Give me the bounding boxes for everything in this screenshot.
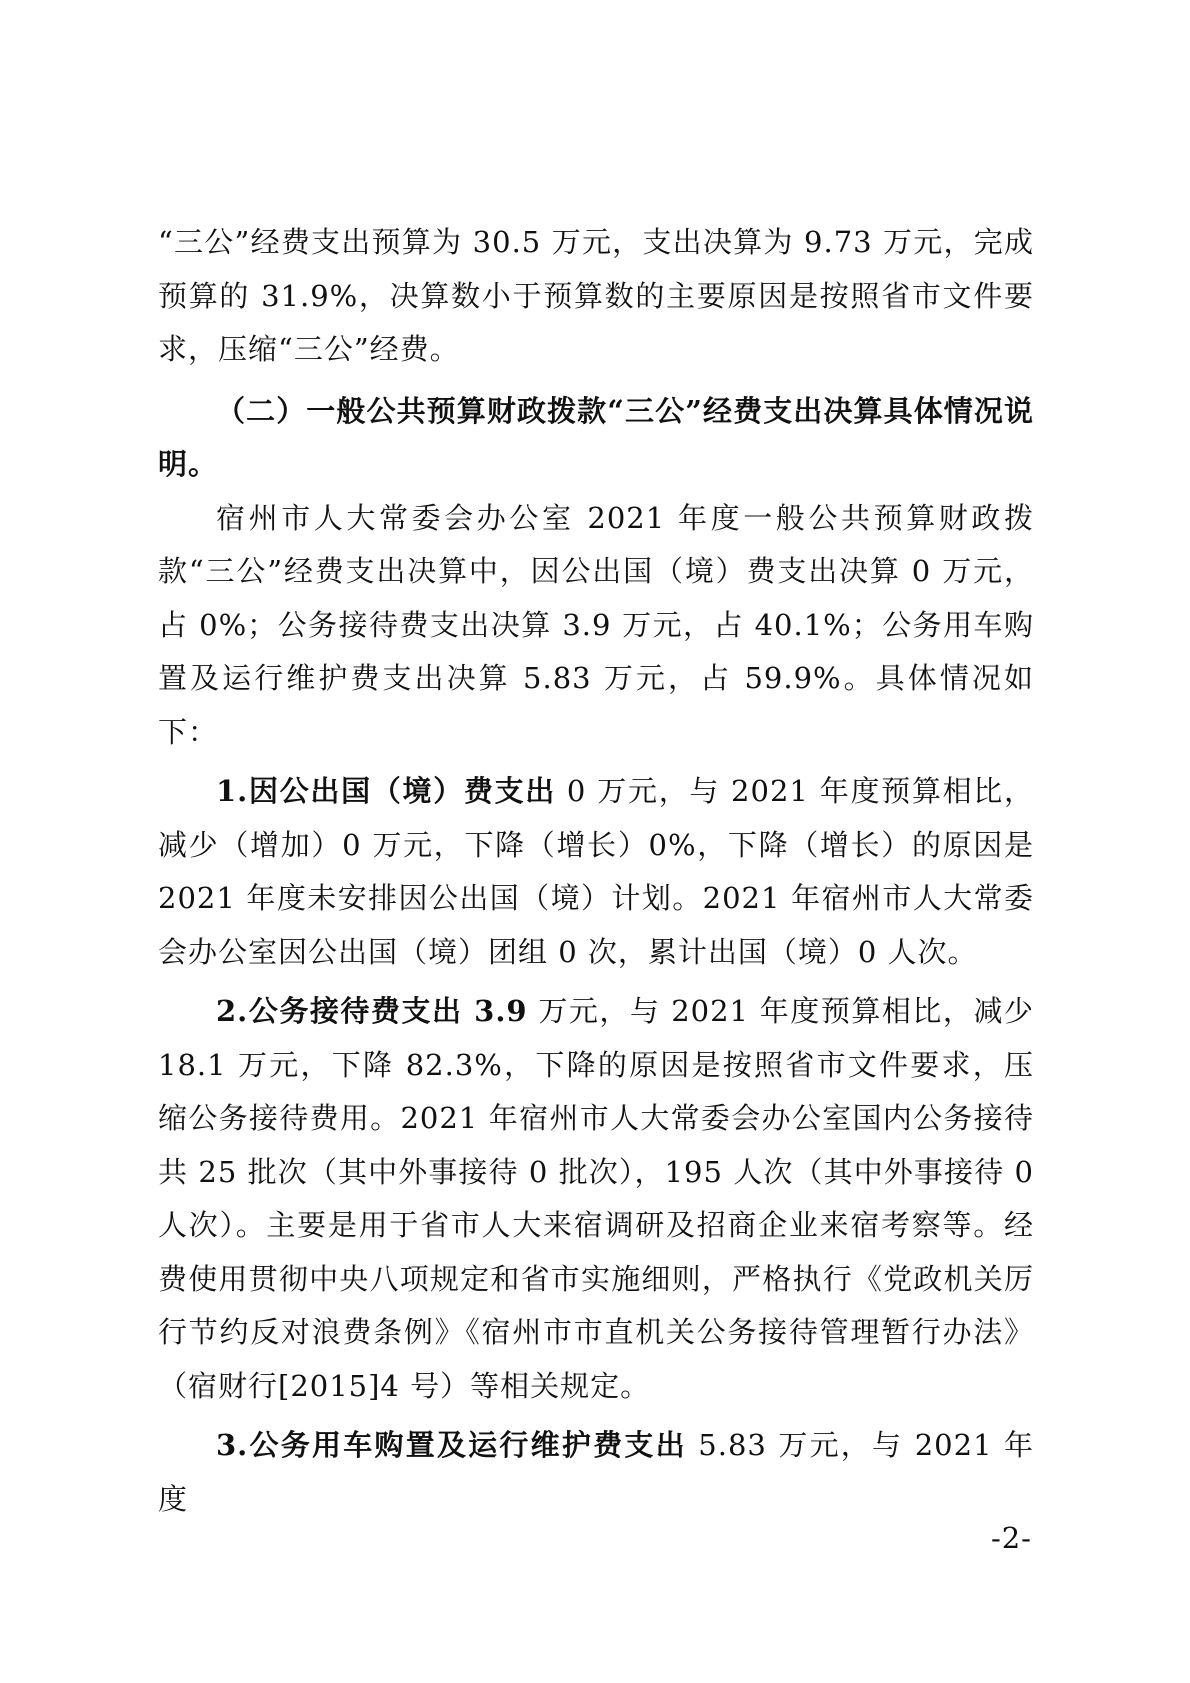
item-overseas-title: 1.因公出国（境）费支出: [216, 774, 557, 808]
paragraph-overview: 宿州市人大常委会办公室 2021 年度一般公共预算财政拨款“三公”经费支出决算中，因公出国（境）费支出决算 0 万元，占 0%；公务接待费支出决算 3.9 万元，占 40.1%；公务用车购置及运行维护费支出决算 5.83 万元，占 59.9%。具体情况如下：: [158, 500, 1034, 749]
section-heading: （二）一般公共预算财政拨款“三公”经费支出决算具体情况说明。: [158, 393, 1034, 481]
item-overseas-text: 0 万元，与 2021 年度预算相比，减少（增加）0 万元，下降（增长）0%，下降（增长）的原因是 2021 年度未安排因公出国（境）计划。2021 年宿州市人大常委会办公室因公出国（境）团组 0 次，累计出国（境）0 人次。: [158, 774, 1034, 969]
paragraph-budget-summary: “三公”经费支出预算为 30.5 万元，支出决算为 9.73 万元，完成预算的 31.9%，决算数小于预算数的主要原因是按照省市文件要求，压缩“三公”经费。: [158, 225, 1034, 366]
item-reception-text: 万元，与 2021 年度预算相比，减少 18.1 万元，下降 82.3%，下降的原因是按照省市文件要求，压缩公务接待费用。2021 年宿州市人大常委会办公室国内公务接待共 25 批次（其中外事接待 0 批次），195 人次（其中外事接待 0 人次）。主要是用于省市人大来宿调研及招商企业来宿考察等。经费使用贯彻中央八项规定和省市实施细则，严格执行《党政机关厉行节约反对浪费条例》《宿州市市直机关公务接待管理暂行办法》（宿财行[2015]4 号）等相关规定。: [158, 994, 1034, 1403]
document-body: [158, 216, 1034, 1526]
item-reception-title: 2.公务接待费支出 3.9: [216, 994, 528, 1028]
item-vehicle-title: 3.公务用车购置及运行维护费支出: [216, 1428, 687, 1462]
item-reception-expense: [158, 985, 1034, 1413]
item-overseas-expense: [158, 765, 1034, 979]
item-vehicle-expense: [158, 1419, 1034, 1526]
item-vehicle-text: 5.83 万元，与 2021 年度: [158, 1428, 1034, 1516]
page-number: -2-: [990, 1521, 1032, 1555]
